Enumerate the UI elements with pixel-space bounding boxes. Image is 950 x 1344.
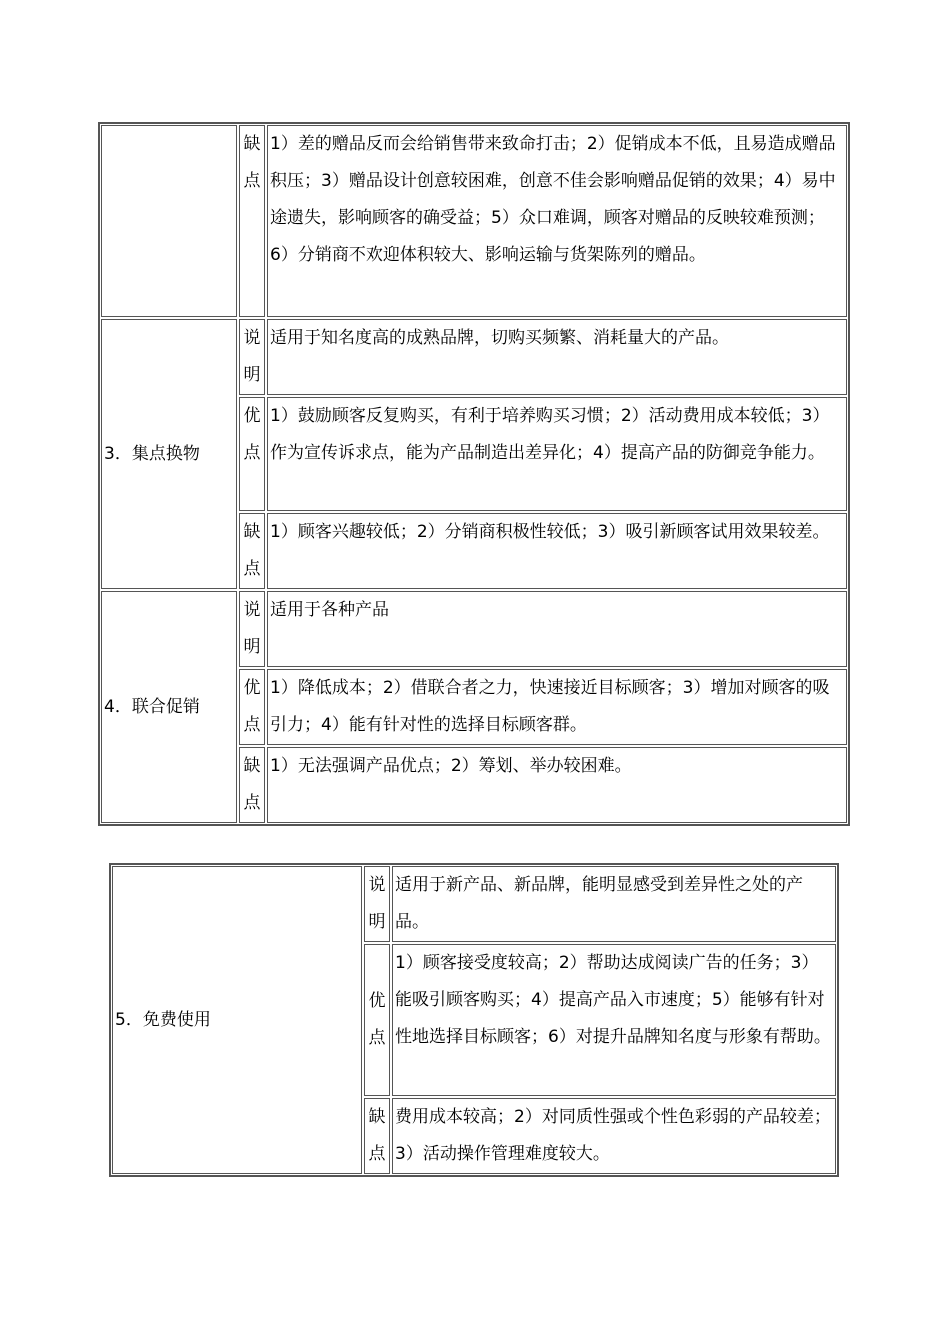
category-cell (239, 125, 265, 317)
description-cell: 1）顾客接受度较高；2）帮助达成阅读广告的任务；3）能吸引顾客购买；4）提高产品入市速度；5）能够有针对性地选择目标顾客；6）对提升品牌知名度与形象有帮助。 (392, 944, 836, 1096)
category-char: 点 (243, 443, 261, 463)
category-char: 明 (243, 637, 261, 657)
description-cell: 适用于新产品、新品牌，能明显感受到差异性之处的产品。 (392, 866, 836, 942)
description-cell: 费用成本较高；2）对同质性强或个性色彩弱的产品较差；3）活动操作管理难度较大。 (392, 1098, 836, 1174)
category-char: 缺 (243, 134, 261, 154)
category-char: 明 (368, 912, 386, 932)
category-cell (364, 1098, 390, 1174)
description-cell: 适用于知名度高的成熟品牌，切购买频繁、消耗量大的产品。 (267, 319, 847, 395)
promotion-table-2 (110, 864, 838, 1176)
category-char: 点 (368, 1028, 386, 1048)
category-char: 说 (368, 875, 386, 895)
category-char: 缺 (368, 1107, 386, 1127)
category-char: 明 (243, 365, 261, 385)
method-cell: 5．免费使用 (112, 866, 362, 1174)
description-cell: 1）差的赠品反而会给销售带来致命打击；2）促销成本不低，且易造成赠品积压；3）赠品设计创意较困难，创意不佳会影响赠品促销的效果；4）易中途遗失，影响顾客的确受益；5）众口难调，顾客对赠品的反映较难预测；6）分销商不欢迎体积较大、影响运输与货架陈列的赠品。 (267, 125, 847, 317)
category-char: 点 (243, 559, 261, 579)
category-char: 点 (243, 171, 261, 191)
category-cell (364, 866, 390, 942)
method-cell: 4．联合促销 (101, 591, 237, 823)
category-cell (239, 669, 265, 745)
category-char: 优 (368, 991, 386, 1011)
table-row (101, 591, 847, 667)
method-cell: 3．集点换物 (101, 319, 237, 589)
category-cell (239, 397, 265, 511)
category-char: 缺 (243, 756, 261, 776)
category-char: 点 (243, 793, 261, 813)
category-cell (239, 591, 265, 667)
category-char: 说 (243, 328, 261, 348)
category-cell (364, 944, 390, 1096)
category-cell (239, 513, 265, 589)
category-char: 优 (243, 678, 261, 698)
table-row (101, 319, 847, 395)
table-row (112, 866, 836, 942)
category-char: 点 (243, 715, 261, 735)
description-cell: 1）鼓励顾客反复购买，有利于培养购买习惯；2）活动费用成本较低；3）作为宣传诉求点，能为产品制造出差异化；4）提高产品的防御竞争能力。 (267, 397, 847, 511)
category-char: 说 (243, 600, 261, 620)
category-char: 缺 (243, 522, 261, 542)
method-cell (101, 125, 237, 317)
description-cell: 1）降低成本；2）借联合者之力，快速接近目标顾客；3）增加对顾客的吸引力；4）能有针对性的选择目标顾客群。 (267, 669, 847, 745)
category-cell (239, 747, 265, 823)
promotion-table-1 (99, 123, 849, 825)
category-char: 点 (368, 1144, 386, 1164)
category-cell (239, 319, 265, 395)
table-row (101, 125, 847, 317)
description-cell: 适用于各种产品 (267, 591, 847, 667)
category-char: 优 (243, 406, 261, 426)
description-cell: 1）顾客兴趣较低；2）分销商积极性较低；3）吸引新顾客试用效果较差。 (267, 513, 847, 589)
description-cell: 1）无法强调产品优点；2）筹划、举办较困难。 (267, 747, 847, 823)
